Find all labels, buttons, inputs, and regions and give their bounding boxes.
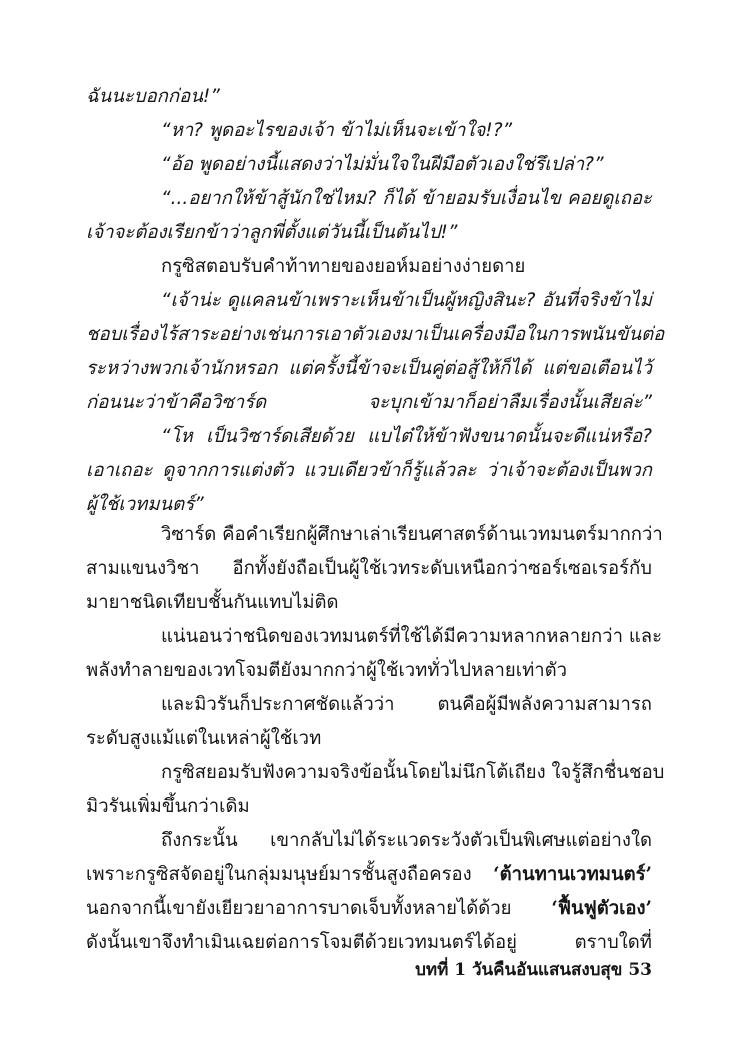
text-line: เจ้าจะต้องเรียกข้าว่าลูกพี่ตั้งแต่วันนี้เป็นต้นไป!”	[86, 222, 458, 243]
text-line: และมิวรันก็ประกาศชัดแล้วว่า ตนคือผู้มีพลังความสามารถ	[161, 694, 652, 715]
line-text: นอกจากนี้เขายังเยียวยาอาการบาดเจ็บทั้งหลายได้ด้วย	[86, 898, 512, 919]
text-line: ก่อนนะว่าข้าคือวิซาร์ด จะบุกเข้ามาก็อย่าลืมเรื่องนั้นเสียล่ะ”	[86, 392, 652, 413]
text-line: วิซาร์ด คือคำเรียกผู้ศึกษาเล่าเรียนศาสตร์ด้านเวทมนตร์มากกว่า	[161, 524, 663, 545]
skill-name: ‘ต้านทานเวทมนตร์’	[493, 864, 652, 885]
text-line: กรูซิสยอมรับฟังความจริงข้อนั้นโดยไม่นึกโต้เถียง ใจรู้สึกชื่นชอบ	[161, 762, 665, 783]
text-line: กรูซิสตอบรับคำท้าทายของยอห์มอย่างง่ายดาย	[161, 256, 526, 277]
text-line: มายาชนิดเทียบชั้นกันแทบไม่ติด	[86, 592, 339, 613]
text-line: พลังทำลายของเวทโจมตียังมากกว่าผู้ใช้เวททั่วไปหลายเท่าตัว	[86, 660, 568, 681]
text-line: ระดับสูงแม้แต่ในเหล่าผู้ใช้เวท	[86, 728, 322, 749]
text-line: ผู้ใช้เวทมนตร์”	[86, 494, 204, 515]
text-line: ชอบเรื่องไร้สาระอย่างเช่นการเอาตัวเองมาเป็นเครื่องมือในการพนันขันต่อ	[86, 324, 665, 345]
text-line: ระหว่างพวกเจ้านักหรอก แต่ครั้งนี้ข้าจะเป็นคู่ต่อสู้ให้ก็ได้ แต่ขอเตือนไว้	[86, 358, 652, 379]
text-line: “เจ้าน่ะ ดูแคลนข้าเพราะเห็นข้าเป็นผู้หญิงสินะ? อันที่จริงข้าไม่	[161, 290, 652, 311]
page-footer: บทที่ 1 วันคืนอันแสนสงบสุข 53	[415, 960, 652, 980]
text-line: ดังนั้นเขาจึงทำเมินเฉยต่อการโจมตีด้วยเวทมนตร์ได้อยู่ ตราบใดที่	[86, 932, 652, 953]
text-line: “อ้อ พูดอย่างนี้แสดงว่าไม่มั่นใจในฝีมือตัวเองใช่รึเปล่า?”	[161, 154, 604, 175]
text-line: เอาเถอะ ดูจากการแต่งตัว แวบเดียวข้าก็รู้แล้วละ ว่าเจ้าจะต้องเป็นพวก	[86, 460, 652, 481]
skill-name: ‘ฟื้นฟูตัวเอง’	[551, 898, 652, 919]
text-line: ถึงกระนั้น เขากลับไม่ได้ระแวดระวังตัวเป็นพิเศษแต่อย่างใด	[161, 830, 652, 851]
text-line: สามแขนงวิชา อีกทั้งยังถือเป็นผู้ใช้เวทระดับเหนือกว่าซอร์เซอเรอร์กับ	[86, 558, 652, 579]
text-line: ฉันนะบอกก่อน!”	[86, 86, 220, 107]
text-line: มิวรันเพิ่มขึ้นกว่าเดิม	[86, 796, 250, 817]
text-line	[86, 896, 652, 922]
line-text: เพราะกรูซิสจัดอยู่ในกลุ่มมนุษย์มารชั้นสูงถือครอง	[86, 864, 472, 885]
text-line: แน่นอนว่าชนิดของเวทมนตร์ที่ใช้ได้มีความหลากหลายกว่า และ	[161, 626, 663, 647]
text-line: “โห เป็นวิซาร์ดเสียด้วย แบไต๋ให้ข้าฟังขนาดนั้นจะดีแน่หรือ?	[161, 426, 652, 447]
text-line: “หา? พูดอะไรของเจ้า ข้าไม่เห็นจะเข้าใจ!?”	[161, 120, 513, 141]
text-line	[86, 862, 652, 888]
text-line: “...อยากให้ข้าสู้นักใช่ไหม? ก็ได้ ข้ายอมรับเงื่อนไข คอยดูเถอะ	[161, 188, 652, 209]
